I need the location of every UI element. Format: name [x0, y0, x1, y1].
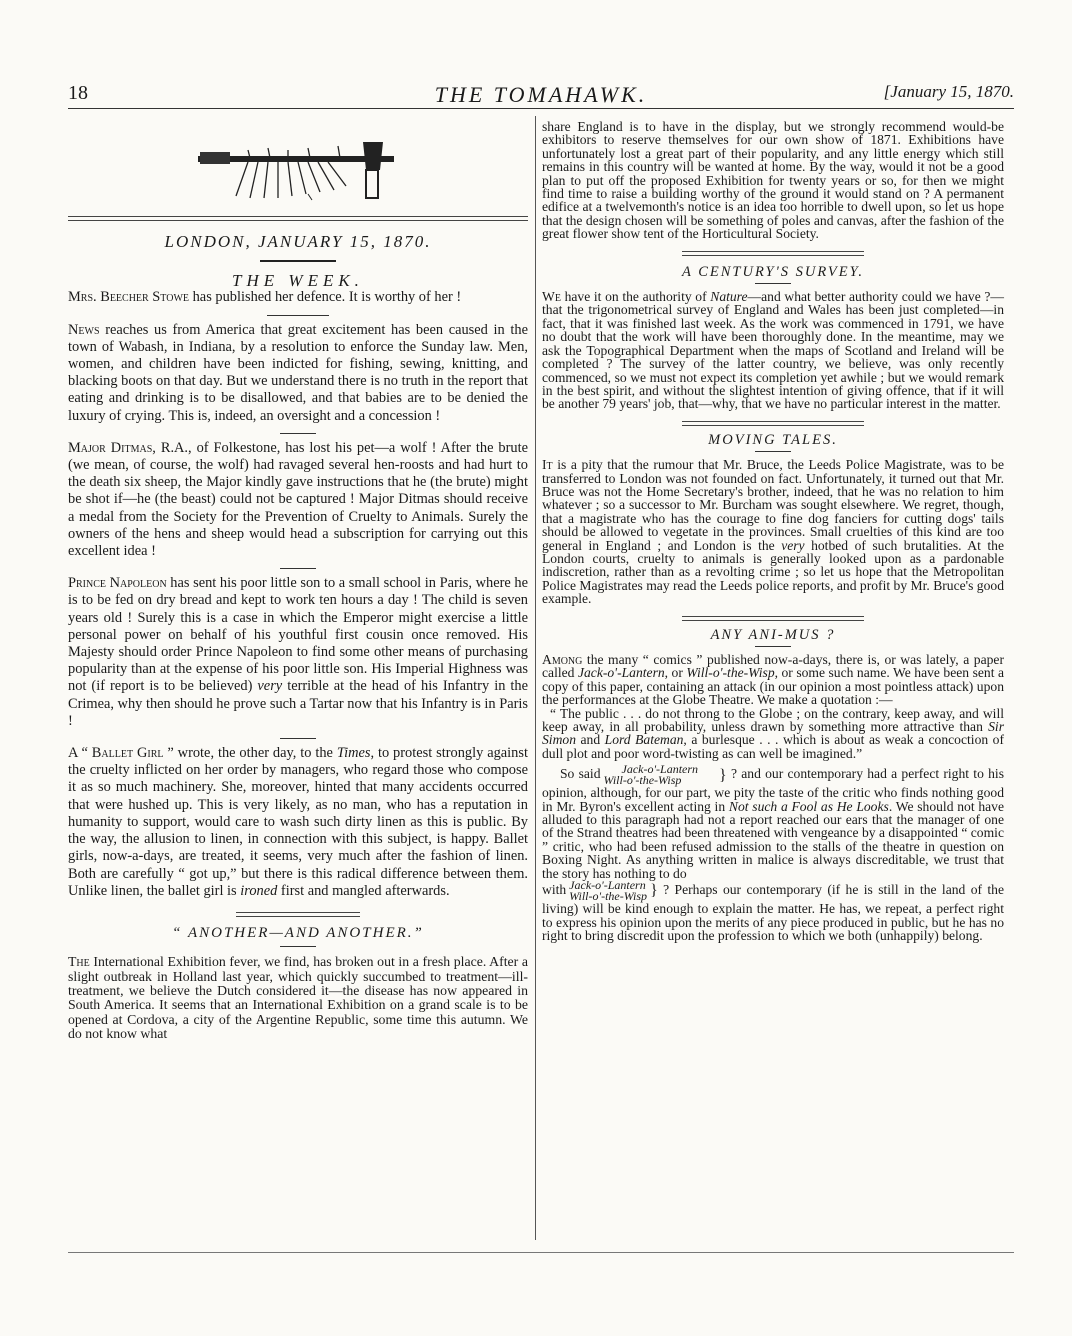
emphasis-text: very — [257, 678, 283, 695]
emphasis-text: Jack-o'-Lantern — [577, 665, 665, 681]
lead-text: We — [542, 289, 561, 305]
brace-line: Will-o'-the-Wisp — [569, 889, 648, 904]
column-divider — [535, 116, 536, 1240]
brace-group — [604, 764, 699, 786]
body-text: —and what better authority could we have ?—that the trigonometrical survey of England and Wales has been just completed—in fact, that it was finished last week. As the work was commenced in 1791, we have no doubt that the work will have been thoroughly done. In the meantime, may we ask the Topographical Department when the maps of Scotland and Ireland will be completed ? The survey of the latter country, we believe, was only recently commenced, so we must not expect its completion yet awhile ; but we would remark in the best spirit, and without the slightest intention of giving offence, that if it will be another 79 years' job, that—why, that we have no particular interest in the matter. — [542, 289, 1004, 412]
emphasis-text: Times — [336, 745, 371, 762]
quotation — [542, 707, 1004, 761]
paragraph-exhibition-cont: share England is to have in the display, but we strongly recommend would-be exhibitors to reserve themselves for our own show of 1871. Exhibitions have unfortunately lost a great part of their popularity, and any little energy which still remains in this country will be wanted at home. By the way, would it not be a good plan to put off the proposed Exhibition for twenty years or so, for then we might find time to raise a building worthy of the ground it would stand on ? A permanent edifice at a twelvemonth's notice is an idea too horrible to dwell upon, so let us hope that the design chosen will be something of poles and canvas, after the fashion of the great flower show tent of the Horticultural Society. — [542, 119, 1004, 242]
body-text: hotbed of such brutalities. At the London courts, cruelty to animals is generally looked upon as a pardonable indiscretion, rather than as a revolting crime ; so let us hope that the Metropolitan Police Magistrates may read the Leeds police reports, and profit by Mr. Bruce's good example. — [542, 537, 1004, 607]
body-text: first and mangled afterwards. — [277, 882, 450, 899]
body-text: International Exhibition fever, we find, has broken out in a fresh place. After a slight outbreak in Holland last year, which quickly succumbed to treatment—ill-treatment, we believe the Dutch considered it—the disease has now appeared in South America. It seems that an International Exhibition on a grand scale is to be opened at Cordova, a city of the Argentine Republic, some time this autumn. We do not know what — [68, 954, 528, 1042]
body-text: “ The public . . . do not throng to the Globe ; on the contrary, keep away, and will keep away, in all probability, unless drawn by something more attractive than — [542, 705, 1004, 735]
paragraph-wabash — [68, 322, 528, 425]
paragraph-exhibition — [68, 955, 528, 1041]
emphasis-text: Will-o'-the-Wisp — [686, 665, 775, 681]
body-text: reaches us from America that great excitement has been caused in the town of Wabash, in Indiana, by a resolution to enforce the Sunday law. Men, women, and children have been indicted for fishing, sewing, knitting, and blacking boots on that day. But we understand there is no truth in the report that eating and drinking is to be disallowed, and that babies are to be denied the luxury of crying. This is, indeed, an oversight and a concession ! — [68, 321, 528, 424]
lead-text: The — [68, 954, 90, 970]
emphasis-text: ironed — [240, 882, 278, 899]
body-text: have it on the authority of — [560, 289, 711, 305]
body-text: and — [575, 732, 605, 748]
paragraph-with — [542, 880, 1004, 942]
section-heading-moving: MOVING TALES. — [708, 431, 838, 448]
brace-glyph: } — [719, 766, 727, 784]
body-text: the many “ comics ” published now-a-days, there is, or was lately, a paper called — [542, 652, 1004, 681]
section-heading-animus: ANY ANI-MUS ? — [710, 626, 836, 643]
paragraph-ditmas — [68, 440, 528, 560]
paragraph-stowe — [68, 289, 528, 306]
paragraph-survey — [542, 290, 1004, 411]
body-text: is a pity that the rumour that Mr. Bruce, the Leeds Police Magistrate, was to be transferred to London was not founded on fact. Unfortunately, it turned out that Mr. Bruce was not the Home Secretary's brother, indeed, that he was no relation to him whatever ; so a successor to Mr. Burcham was sought elsewhere. We regret, though, that a magistrate who has the courage to fine dog fanciers for cutting dogs' tails should be allowed to vegetate in the provinces. Small cruelties of this kind are too general in England ; and London is the — [542, 457, 1004, 553]
body-text: , or some such name. We have been sent a copy of this paper, containing an attack (in our opinion a most pointless attack) upon the performances at the Globe Theatre. We make a quotation :— — [542, 665, 1004, 708]
body-text: perfect right to his opinion, although, for our part, we pity the taste of the critic who finds nothing good in Mr. Byron's excellent acting in — [542, 766, 1004, 814]
lead-text: Among — [542, 652, 583, 667]
body-text: ? Perhaps our contemporary (if he — [663, 882, 859, 898]
emphasis-text: Not such a Fool as He Looks — [728, 798, 889, 814]
body-text: ? and our contemporary had a — [730, 766, 898, 782]
brace-line: Jack-o'-Lantern — [569, 878, 646, 893]
tomahawk-fasces-icon — [188, 134, 408, 202]
paragraph-ballet-girl — [68, 745, 528, 900]
journal-title: THE TOMAHAWK. — [434, 82, 648, 107]
right-column — [542, 120, 1004, 942]
emphasis-text: Lord Bateman — [604, 732, 684, 748]
lead-text: News — [68, 321, 100, 338]
paragraph-bruce — [542, 458, 1004, 605]
dateline: LONDON, JANUARY 15, 1870. — [164, 232, 432, 251]
body-text: is still in the land of the living) will be kind enough to explain the matter. He has, we repeat, a perfect right to express his opinion upon the merits of any piece produced in public, but he has no right to bring discredit upon the profession to which we both (unhappily) belong. — [542, 882, 1005, 943]
brace-glyph: } — [650, 882, 658, 900]
body-text: , R.A., of Folkestone, has lost his pet—a wolf ! After the brute (we mean, of course, the wolf) had ravaged several hen-roosts and had hurt to the death six sheep, the Major kindly gave instructions that he (the brute) might be shot if—he (the beast) could not be captured ! Major Ditmas should receive a medal from the Society for the Prevention of Cruelty to Animals. Surely the owners of the hens and sheep would head a subscription for carrying out this excellent idea ! — [68, 439, 529, 560]
body-text: , or — [664, 665, 687, 681]
lead-text: It — [542, 457, 553, 473]
left-column — [68, 116, 528, 1042]
brace-line: Jack-o'-Lantern — [621, 762, 699, 777]
body-text: . We should not have alluded to this paragraph had not a report reached our ears that the manager of one of the Strand theatres had been threatened with vengeance by a disappointed “ comic ” critic, who had been refused admission to the stalls of the theatre in question on Boxing Night. As anything written in malice is always discreditable, we trust that the story has nothing to do — [542, 798, 1005, 881]
paragraph-comics — [542, 653, 1004, 707]
issue-date: [January 15, 1870. — [883, 82, 1014, 101]
emphasis-text: very — [781, 537, 805, 553]
body-text: , to protest strongly against the cruelty inflicted on her order by managers, who regard those who compose it as so much machinery. She, moreover, hinted that many accidents occurred that were hushed up. This is very likely, as no man, who has a reputation in humanity to support, would care to wash such dirty linen as this is public. By the way, the allusion to linen, in connection with this subject, is happy. Ballet girls, now-a-days, are treated, it seems, very much after the fashion of linen. Both are carefully “ got up,” but there is this radical difference between them. Unlike linen, the ballet girl is — [68, 745, 528, 899]
lead-text: A “ Ballet Girl — [68, 745, 164, 762]
paragraph-so-said — [542, 764, 1004, 880]
body-text: ” wrote, the other day, to the — [163, 745, 337, 762]
page-number: 18 — [68, 82, 88, 104]
body-text: has published her defence. It is worthy of her ! — [189, 289, 462, 306]
lead-text: Major Ditmas — [68, 439, 153, 456]
body-text: So said — [560, 766, 601, 782]
body-text: terrible at the head of his Infantry in the Crimea, why then should he prove such a Tartar now that his Infantry is in Paris ! — [68, 678, 528, 729]
lead-text: Mrs. Beecher Stowe — [68, 289, 190, 306]
emphasis-text: Nature — [710, 289, 748, 305]
brace-group — [569, 880, 647, 902]
header-rule — [68, 108, 1014, 109]
emphasis-text: Sir Simon — [542, 719, 1004, 748]
paragraph-napoleon — [68, 575, 528, 730]
body-text: , a burlesque . . . which is about as weak a concoction of dull plot and poor word-twisting as can well be imagined.” — [542, 732, 1004, 761]
section-heading-the-week: THE WEEK. — [232, 271, 364, 291]
lead-text: Prince Napoleon — [68, 575, 167, 592]
body-text: has sent his poor little son to a small school in Paris, where he is to be fed on dry bread and kept to work ten hours a day ! The child is seven years old ! Surely this is a case in which the Emperor might exercise a little personal power on behalf of his youthful first cousin once removed. His Majesty should order Prince Napoleon to find some other means of purchasing popularity than at the expense of his poor little son. His Imperial Highness was not (if report is to be believed) — [68, 575, 528, 695]
section-heading-another: “ ANOTHER—AND ANOTHER.” — [172, 924, 424, 941]
section-heading-century: A CENTURY'S SURVEY. — [682, 263, 864, 280]
body-text: with — [542, 882, 567, 898]
brace-line: Will-o'-the-Wisp — [603, 773, 682, 788]
footer-rule — [68, 1252, 1014, 1253]
